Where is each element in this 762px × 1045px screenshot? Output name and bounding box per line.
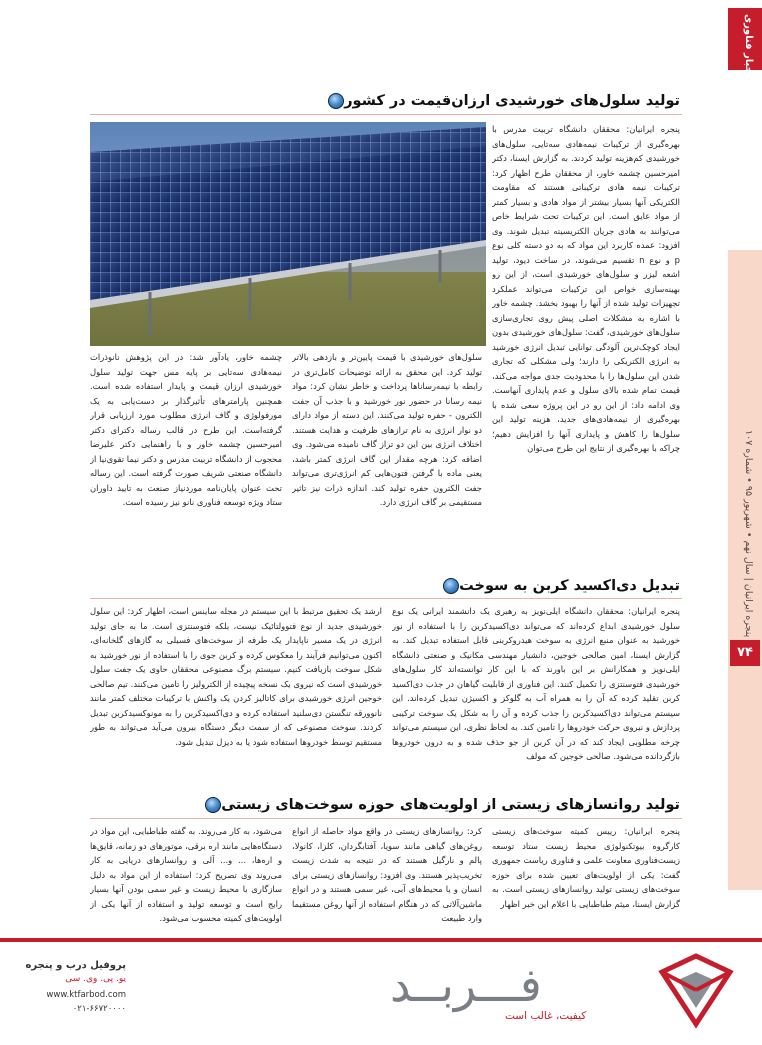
article3-column-right — [492, 824, 680, 932]
article2-title — [438, 578, 680, 594]
globe-bullet-icon — [443, 578, 459, 594]
article1-column-right — [492, 122, 680, 562]
section-tab — [728, 8, 762, 78]
ad-product-line: پروفیل درب و پنجره — [25, 960, 126, 971]
article3-text-left: می‌شود، به کار می‌روند. به گفته طباطبایی، این مواد در دستگاه‌هایی مانند اره برقی، موتورهای دو زمانه، قایق‌ها و اره‌ها، ... و... آلی و روانسازهای دریایی به کار می‌روند وی تصریح کرد: استفاده از این مواد به دلیل سازگاری با محیط زیست و غیر سمی بودن آنها بسیار رایج است و توسعه تولید و استفاده از آنها یکی از اولویت‌های کمیته محسوب می‌شود. — [90, 826, 282, 923]
article1-column-left — [90, 350, 282, 562]
footer-rule — [0, 938, 762, 942]
article3-title-text: تولید روانسازهای زیستی از اولویت‌های حوزه سوخت‌های زیستی — [221, 797, 680, 813]
article2-text-left: ارشد یک تحقیق مرتبط با این سیستم در مجله ساینس است، اظهار کرد: این سلول خورشیدی جدید از نوع فتوولتائیک نیست، بلکه فتوسنتزی است. ما به جای تولید انرژی در یک مسیر ناپایدار یک طرفه از سوخت‌های فسیلی به گازهای گلخانه‌ای، اکنون می‌توانیم فرآیند را معکوس کرده و کربن جوی را با استفاده از نور خورشید به شکل سوخت بازیافت کنیم. سیستم برگ مصنوعی محققان حاوی یک جفت سلول خورشیدی است که نیروی یک نسخه پیچیده از الکترولیز را تامین می‌کنند. تیم صالحی خوجین انرژی خورشیدی برای کاتالیز کردن یک واکنش با ترکیبات مختلف کمتر مانند نانوورقه تنگستن دی‌سلنید استفاده کرده و دی‌اکسیدکربن را به مونوکسیدکربن تبدیل کردند. سوخت مصنوعی که از سمت دیگر دستگاه بیرون می‌آید می‌تواند به طور مستقیم توسط خودرو‌ها استفاده شود یا به دیزل تبدیل شود. — [90, 606, 382, 747]
article1-rule — [90, 114, 682, 115]
globe-bullet-icon — [205, 797, 221, 813]
globe-bullet-icon — [328, 93, 344, 109]
issue-strip — [728, 250, 762, 890]
issue-info: پنجره ایرانیان | سال نهم • شهریور ۹۵ • شماره ۱۰۷ — [743, 430, 754, 638]
article1-text-left: چشمه خاور، یادآور شد: در این پژوهش نانوذرات نیمه‌هادی سه‌تایی بر پایه مس جهت تولید سلول خورشیدی ارزان قیمت و پایدار استفاده شده است. همچنین پارامترهای تأثیرگذار بر دست‌یابی به یک مورفولوژی و گاف انرژی مطلوب مورد ارزیابی قرار گرفته‌است. این طرح در قالب رساله دکترای دکتر امیرحسین چشمه خاور و با راهنمایی دکتر علیرضا محجوب از دانشگاه تربیت مدرس و دکتر نیما تقوی‌نیا از دانشگاه صنعتی شریف صورت گرفته است. این رساله تحت عنوان پایان‌نامه موردنیاز صنعت به تایید داوران ستاد ویژه توسعه فناوری نانو نیز رسیده است. — [90, 352, 282, 507]
article1-title-text: تولید سلول‌های خورشیدی ارزان‌قیمت در کشور — [344, 93, 680, 109]
article1-text-middle: سلول‌های خورشیدی با قیمت پایین‌تر و بازدهی بالاتر تولید کرد. این محقق به ارائه توضیحات کامل‌تری در رابطه با نیمه‌رساناها پرداخت و خاطر نشان کرد: مواد نیمه رسانا در حضور نور خورشید و با جذب آن جفت الکترون - حفره تولید می‌کنند. این دسته از مواد دارای دو نوار انرژی به نام ترازهای ظرفیت و هدایت هستند. اختلاف انرژی بین این دو تراز گاف نامیده می‌شود. وی اضافه کرد: هرچه مقدار این گاف انرژی کمتر باشد، یعنی ماده با گرفتن فتون‌هایی کم انرژی‌تری می‌تواند جفت الکترون حفره تولید کند. اندازه ذرات نیز تاثیر مستقیمی بر گاف انرژی دارد. — [292, 352, 482, 507]
article3-title — [200, 797, 680, 813]
section-tab-label: اخبار فناوری — [743, 14, 754, 78]
article2-text-right: پنجره ایرانیان: محققان دانشگاه ایلی‌نویز به رهبری یک دانشمند ایرانی یک نوع سلول خورشیدی ابداع کرده‌اند که می‌تواند دی‌اکسیدکربن را با استفاده از نور خورشید به عنوان منبع انرژی به سوخت هیدروکربنی قابل استفاده تبدیل کند. به گزارش ایسنا، امین صالحی خوجین، دانشیار مهندسی مکانیک و صنعتی دانشگاه ایلی‌نویز و همکارانش بر این باورند که با این کار توانسته‌اند کار سلول‌های خورشیدی فتوسنتزی را تکمیل کنند. این فناوری از قابلیت گیاهان در جذب دی‌اکسید کربن تقلید کرده که آن را به همراه آب به گلوکز و اکسیژن تبدیل کرده‌اند. این سیستم می‌تواند دی‌اکسیدکربن را جذب کرده و آن را به شکل یک سوخت ترکیبی پردازش و نیروی حرکت خودروها را تامین کند. به لحاظ نظری، این سیستم می‌تواند چرخه مطلوبی ایجاد کند که در آن کربن از جو حذف شده و به درون خودروها بازگردانده می‌شود. صالحی خوجین که مولف — [392, 606, 680, 761]
solar-panels-photo — [90, 122, 486, 346]
farbod-emblem-icon — [656, 950, 736, 1030]
article1-text-right: پنجره ایرانیان: محققان دانشگاه تربیت مدرس با بهره‌گیری از ترکیبات نیمه‌هادی سه‌تایی، سلول‌های خورشیدی کم‌هزینه تولید کردند. به گزارش ایسنا، دکتر امیرحسین چشمه خاور، از محققان طرح اظهار کرد: ترکیبات نیمه هادی ترکیباتی هستند که مقاومت الکتریکی آنها بسیار بیشتر از مواد هادی و بسیار کمتر از مواد عایق است. این ترکیبات تحت شرایط خاص می‌توانند به هادی جریان الکتریسیته تبدیل شوند. وی افزود: عمده کاربرد این مواد که به دو دسته کلی نوع p و نوع n تقسیم می‌شوند، در ساخت دیود، تولید اشعه لیزر و سلول‌های خورشیدی است، از این رو بهینه‌سازی خواص این ترکیبات می‌تواند عملکرد تجهیزات تولید شده از آنها را بهبود بخشد. چشمه خاور با اشاره به مشکلات اصلی پیش روی تجاری‌سازی سلول‌های خورشیدی، گفت: سلول‌های خورشیدی بدون ایجاد کوچک‌ترین آلودگی توانایی تبدیل انرژی خورشید به انرژی الکتریکی را دارند؛ ولی مشکلی که تجاری شدن این سلول‌ها را با محدودیت جدی مواجه می‌کند، قیمت تمام شده بالای سلول و عدم پایداری آنهاست. وی ادامه داد: از این رو در این پروژه سعی شده با بهره‌گیری از نیمه‌هادی‌های جدید، هزینه تولید این سلول‌ها را کاهش و پایداری آنها را افزایش دهیم؛ چراکه با بهره‌گیری از نتایج این طرح می‌توان — [492, 124, 680, 453]
article3-column-left — [90, 824, 282, 932]
article3-column-middle — [292, 824, 482, 932]
ad-brand-logo: فـــربــد — [390, 958, 542, 1012]
ad-contact-block — [16, 960, 126, 1014]
ad-phone: ۰۲۱-۶۶۷۲۰۰۰۰ — [72, 1004, 126, 1014]
article3-text-middle: کرد: روانسازهای زیستی در واقع مواد حاصله از انواع روغن‌های گیاهی مانند سویا، آفتابگردان، کلزا، کانولا، پالم و نارگیل هستند که در نتیجه به شدت زیست تخریب‌پذیر هستند. وی افزود: روانسازهای زیستی برای انسان و یا محیط‌های آبی، غیر سمی هستند و در انواع ماشین‌آلاتی که در هنگام استفاده از آنها روغن مستقیما وارد طبیعت — [292, 826, 482, 923]
article1-title — [323, 93, 680, 109]
page-number: ۷۴ — [730, 640, 760, 666]
article2-column-left — [90, 604, 382, 780]
article1-column-middle — [292, 350, 482, 562]
article2-column-right — [392, 604, 680, 780]
article3-text-right: پنجره ایرانیان: رییس کمیته سوخت‌های زیستی کارگروه بیوتکنولوژی محیط زیست ستاد توسعه زیست‌فناوری معاونت علمی و فناوری ریاست جمهوری گفت: یکی از اولویت‌های تعیین شده برای حوزه سوخت‌های زیستی تولید روانسازهای زیستی است. به گزارش ایسنا، میثم طباطبایی با اعلام این خبر اظهار — [492, 826, 680, 909]
article2-rule — [90, 598, 682, 599]
article2-title-text: تبدیل دی‌اکسید کربن به سوخت — [459, 578, 680, 594]
article3-rule — [90, 818, 682, 819]
ad-subtitle: یو. پی. وی. سی — [65, 974, 126, 984]
ad-website-link[interactable]: www.ktfarbod.com — [46, 990, 126, 1000]
ad-slogan: کیفیت، غالب است — [505, 1010, 587, 1022]
